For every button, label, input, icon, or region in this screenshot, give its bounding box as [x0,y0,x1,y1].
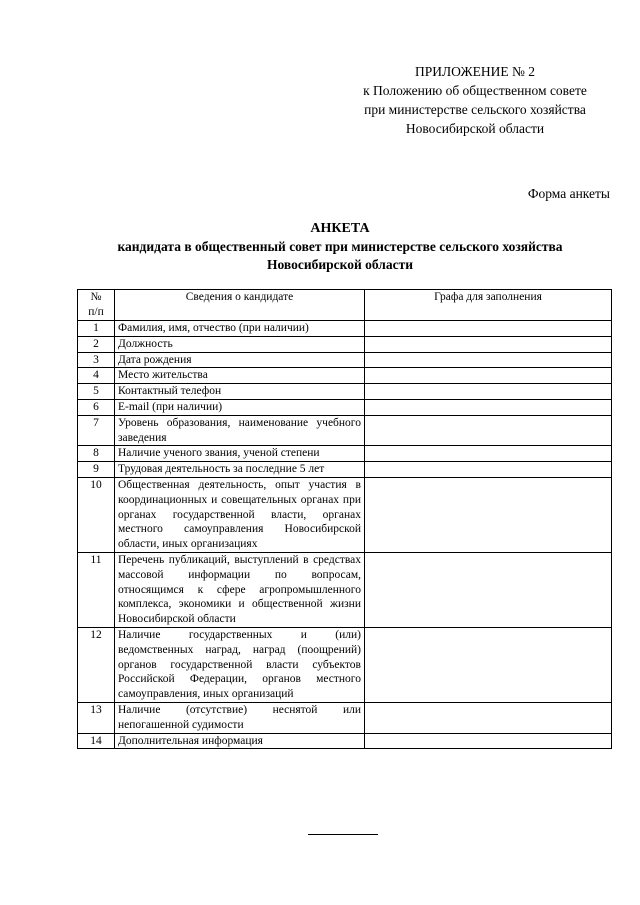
row-field-label: Фамилия, имя, отчество (при наличии) [115,321,365,337]
row-fill-cell[interactable] [365,446,612,462]
row-number: 6 [78,399,115,415]
row-field-label: E-mail (при наличии) [115,399,365,415]
appendix-ref-line: к Положению об общественном совете [363,83,587,98]
appendix-ref-line: Новосибирской области [405,121,545,136]
questionnaire-table [77,289,612,749]
row-number: 13 [78,702,115,733]
row-fill-cell[interactable] [365,733,612,749]
table-row [78,415,612,446]
row-field-label: Место жительства [115,368,365,384]
row-number: 8 [78,446,115,462]
row-number: 12 [78,627,115,702]
row-number: 3 [78,352,115,368]
appendix-number: ПРИЛОЖЕНИЕ № 2 [414,64,536,79]
appendix-header [330,62,620,138]
table-row [78,352,612,368]
row-number: 5 [78,384,115,400]
row-field-label: Трудовая деятельность за последние 5 лет [115,462,365,478]
form-label: Форма анкеты [527,186,610,201]
row-fill-cell[interactable] [365,477,612,552]
table-row [78,336,612,352]
row-fill-cell[interactable] [365,399,612,415]
row-fill-cell[interactable] [365,627,612,702]
row-fill-cell[interactable] [365,352,612,368]
row-fill-cell[interactable] [365,415,612,446]
row-number: 14 [78,733,115,749]
document-title-block [60,220,620,274]
table-row [78,702,612,733]
row-fill-cell[interactable] [365,552,612,627]
table-row [78,733,612,749]
row-fill-cell[interactable] [365,368,612,384]
row-number: 2 [78,336,115,352]
row-field-label: Наличие (отсутствие) неснятой или непогашенной судимости [115,702,365,733]
row-field-label: Дата рождения [115,352,365,368]
header-number [78,290,115,321]
header-fill-column: Графа для заполнения [365,290,612,321]
row-field-label: Перечень публикаций, выступлений в средствах массовой информации по вопросам, относящимся к сфере агропромышленного комплекса, экономики и общественной жизни Новосибирской области [115,552,365,627]
row-field-label: Дополнительная информация [115,733,365,749]
header-number-abbr: п/п [88,305,104,318]
row-field-label: Наличие государственных и (или) ведомственных наград, наград (поощрений) органов государственной власти субъектов Российской Федерации, органов местного самоуправления, иных организаций [115,627,365,702]
table-row [78,368,612,384]
table-row [78,477,612,552]
row-number: 7 [78,415,115,446]
document-subtitle: Новосибирской области [266,257,414,272]
row-number: 1 [78,321,115,337]
appendix-ref-line: при министерстве сельского хозяйства [364,102,586,117]
row-field-label: Уровень образования, наименование учебного заведения [115,415,365,446]
table-row [78,462,612,478]
table-row [78,627,612,702]
table-row [78,321,612,337]
row-number: 9 [78,462,115,478]
row-fill-cell[interactable] [365,462,612,478]
row-field-label: Общественная деятельность, опыт участия в координационных и совещательных органах при органах государственной власти, органах местного самоуправления Новосибирской области, иных организациях [115,477,365,552]
row-number: 4 [78,368,115,384]
header-candidate-info: Сведения о кандидате [115,290,365,321]
table-body [78,321,612,749]
row-fill-cell[interactable] [365,321,612,337]
row-fill-cell[interactable] [365,336,612,352]
row-fill-cell[interactable] [365,702,612,733]
row-fill-cell[interactable] [365,384,612,400]
row-field-label: Должность [115,336,365,352]
row-field-label: Наличие ученого звания, ученой степени [115,446,365,462]
table-row [78,552,612,627]
table-header-row [78,290,612,321]
row-number: 10 [78,477,115,552]
header-number-symbol: № [90,291,102,303]
document-title: АНКЕТА [310,221,370,236]
row-field-label: Контактный телефон [115,384,365,400]
document-subtitle: кандидата в общественный совет при министерстве сельского хозяйства [117,239,563,254]
table-row [78,384,612,400]
row-number: 11 [78,552,115,627]
footer-divider [308,834,378,835]
table-row [78,446,612,462]
table-row [78,399,612,415]
